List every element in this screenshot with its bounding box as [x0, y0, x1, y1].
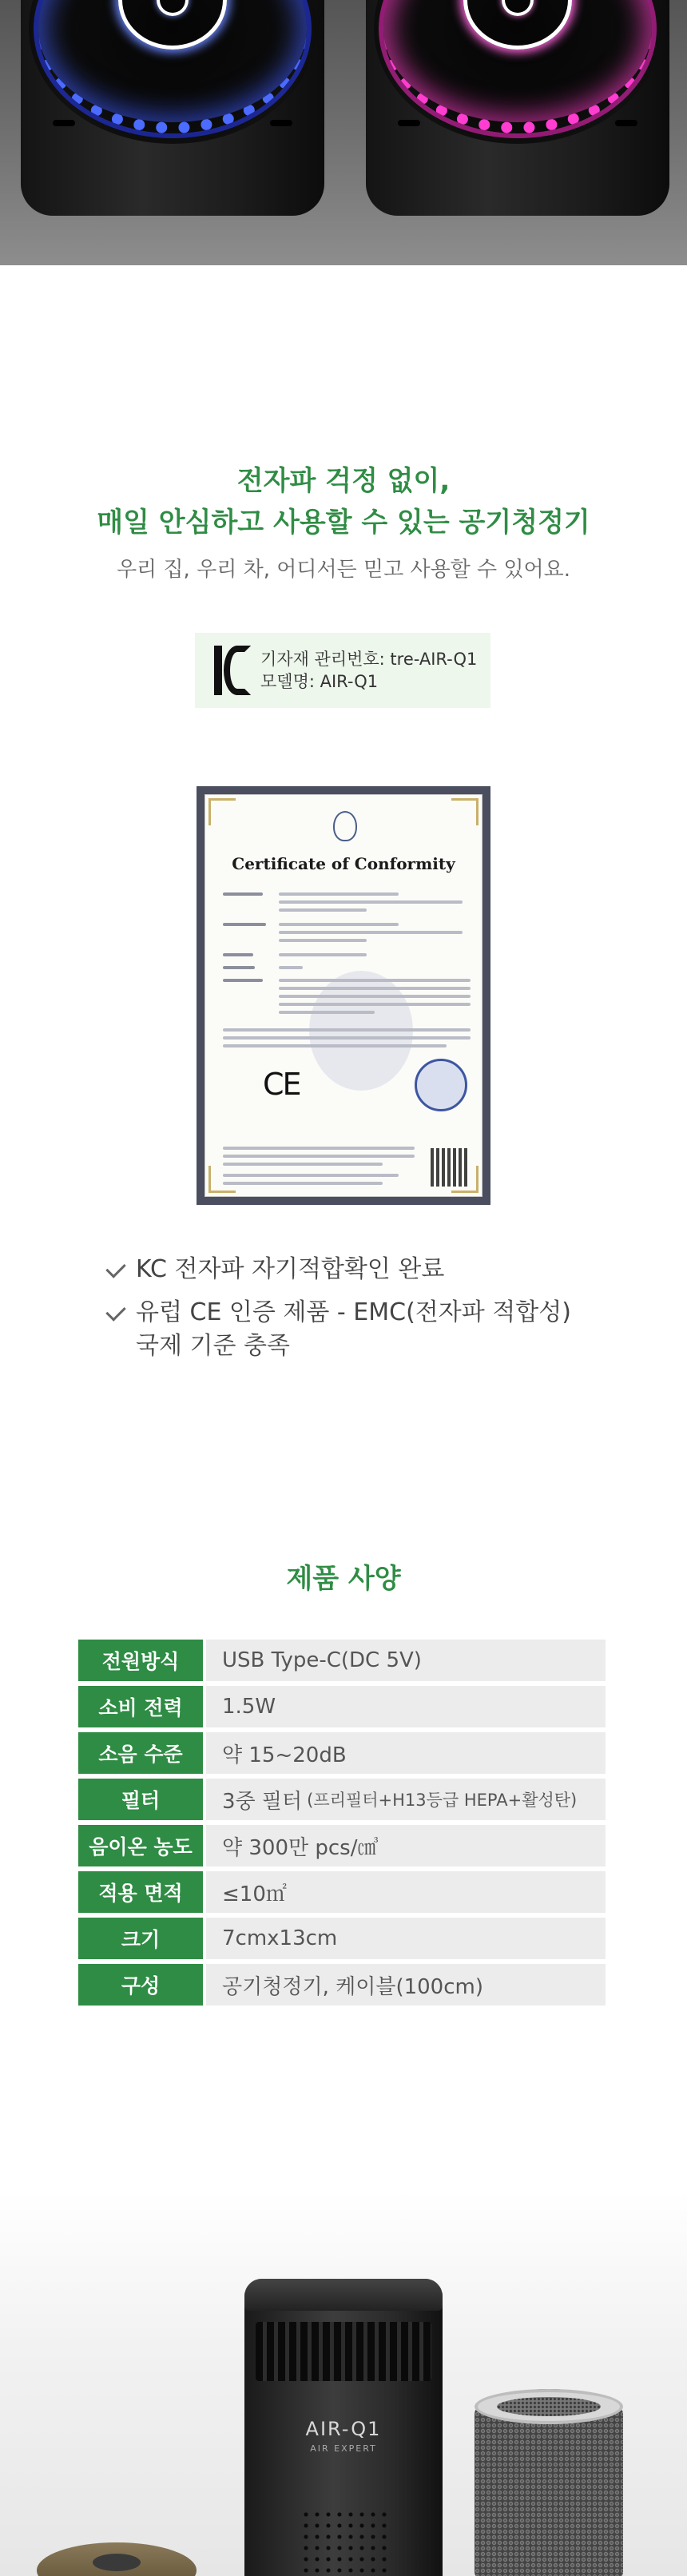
spec-title: 제품 사양 — [286, 1563, 401, 1595]
purifier-vent — [256, 2322, 431, 2381]
spec-value — [206, 1779, 606, 1820]
certificate-paper — [205, 794, 482, 1197]
certificate-text-line — [223, 1147, 415, 1150]
spec-label: 필터 — [78, 1779, 203, 1820]
certificate-text-line — [279, 892, 399, 896]
certificate-text-line — [223, 979, 263, 982]
check-item-text: 유럽 CE 인증 제품 - EMC(전자파 적합성) 국제 기준 충족 — [136, 1298, 571, 1360]
purifier-pink-light — [366, 0, 669, 216]
spec-label: 구성 — [78, 1964, 203, 2006]
certificate-text-line — [223, 1028, 471, 1032]
certificate-text-line — [223, 892, 263, 896]
spec-label: 크기 — [78, 1918, 203, 1959]
spec-table — [78, 1640, 606, 2010]
filter-top — [475, 2389, 623, 2424]
certificate-text-line — [279, 908, 367, 912]
spec-row — [78, 1964, 606, 2006]
air-purifier-body — [244, 2279, 443, 2576]
qr-code-icon — [431, 1148, 469, 1187]
certificate-text-line — [279, 953, 367, 956]
spec-value — [206, 1918, 606, 1959]
headline-line-2: 매일 안심하고 사용할 수 있는 공기청정기 — [97, 507, 590, 539]
spec-label: 소음 수준 — [78, 1732, 203, 1774]
spec-label: 적용 면적 — [78, 1871, 203, 1913]
certificate-text-line — [279, 1011, 375, 1014]
certificate-text-line — [279, 939, 367, 942]
emf-subtitle: 우리 집, 우리 차, 어디서든 믿고 사용할 수 있어요. — [116, 558, 571, 582]
purifier-intake-holes — [300, 2509, 388, 2576]
certificate-text-line — [279, 923, 399, 926]
headline-line-1: 전자파 걱정 없이, — [236, 465, 451, 497]
spec-label: 전원방식 — [78, 1640, 203, 1681]
spec-row — [78, 1640, 606, 1681]
product-photo — [0, 2191, 687, 2576]
spec-value — [206, 1964, 606, 2006]
check-icon — [105, 1301, 125, 1321]
product-brand-logo: AIR-Q1 — [305, 2418, 382, 2440]
check-item — [107, 1253, 618, 1286]
side-slot — [398, 120, 420, 126]
spec-label: 소비 전력 — [78, 1686, 203, 1727]
purifier-cap — [244, 2279, 443, 2311]
check-item-text: KC 전자파 자기적합확인 완료 — [136, 1255, 445, 1283]
certificate-text-line — [223, 966, 255, 969]
kc-registration-number: 기자재 관리번호: tre-AIR-Q1 — [260, 650, 478, 669]
spec-value-text: ≤10㎡ — [222, 1882, 287, 1906]
spec-label: 음이온 농도 — [78, 1825, 203, 1866]
spec-value-text: 약 15~20dB — [222, 1743, 347, 1767]
kc-mark-icon — [214, 646, 251, 695]
spec-value — [206, 1825, 606, 1866]
certificate-text-line — [223, 923, 266, 926]
check-item — [107, 1296, 618, 1363]
spec-row — [78, 1825, 606, 1866]
base-accessory — [37, 2542, 197, 2576]
spec-value-text: 약 300만 pcs/㎤ — [222, 1835, 379, 1860]
spec-value — [206, 1732, 606, 1774]
certificate-corner-ornament — [451, 798, 479, 825]
side-slot — [615, 120, 637, 126]
certificate-text-line — [279, 987, 471, 990]
spec-value-text: 3중 필터 — [222, 1789, 303, 1814]
certificate-logo — [333, 811, 357, 841]
purifier-blue-light — [21, 0, 324, 216]
certificate-text-line — [223, 1044, 447, 1047]
kc-model-name: 모델명: AIR-Q1 — [260, 672, 379, 691]
certificate-text-line — [279, 979, 471, 982]
hepa-filter-cartridge — [475, 2389, 623, 2576]
spec-row — [78, 1732, 606, 1774]
certificate-text-line — [279, 900, 463, 904]
spec-value-text: 공기청정기, 케이블(100cm) — [222, 1974, 483, 1999]
spec-value-note: (프리필터+H13등급 HEPA+활성탄) — [307, 1791, 578, 1810]
certificate-title: Certificate of Conformity — [232, 854, 455, 873]
spec-value-text: 7cmx13cm — [222, 1926, 338, 1950]
spec-value — [206, 1871, 606, 1913]
certificate-corner-ornament — [208, 1166, 236, 1193]
certificate-text-line — [279, 1003, 471, 1006]
spec-row — [78, 1686, 606, 1727]
spec-value-text: 1.5W — [222, 1695, 276, 1719]
certificate-text-line — [223, 1036, 471, 1040]
ce-certificate-image — [197, 786, 490, 1205]
certificate-text-line — [223, 1155, 415, 1158]
spec-value-text: USB Type-C(DC 5V) — [222, 1648, 422, 1672]
certificate-text-line — [223, 1182, 383, 1185]
product-brand-sub: AIR EXPERT — [310, 2443, 377, 2454]
certification-checklist — [107, 1253, 618, 1373]
certificate-seal-icon — [415, 1059, 467, 1111]
spec-value — [206, 1640, 606, 1681]
check-icon — [105, 1258, 125, 1278]
kc-text — [260, 648, 477, 693]
kc-certification-box — [195, 633, 490, 708]
certificate-text-line — [279, 966, 303, 969]
certificate-corner-ornament — [208, 798, 236, 825]
certificate-text-line — [279, 995, 471, 998]
certificate-text-line — [223, 953, 253, 956]
certificate-text-line — [223, 1174, 399, 1177]
spec-row — [78, 1871, 606, 1913]
ce-mark-icon: CE — [263, 1067, 300, 1102]
certificate-text-line — [279, 931, 463, 934]
emf-headline — [0, 460, 687, 543]
certificate-text-line — [223, 1163, 383, 1166]
spec-row — [78, 1918, 606, 1959]
spec-row — [78, 1779, 606, 1820]
side-slot — [53, 120, 75, 126]
hero-photo — [0, 0, 687, 265]
spec-value — [206, 1686, 606, 1727]
side-slot — [270, 120, 292, 126]
